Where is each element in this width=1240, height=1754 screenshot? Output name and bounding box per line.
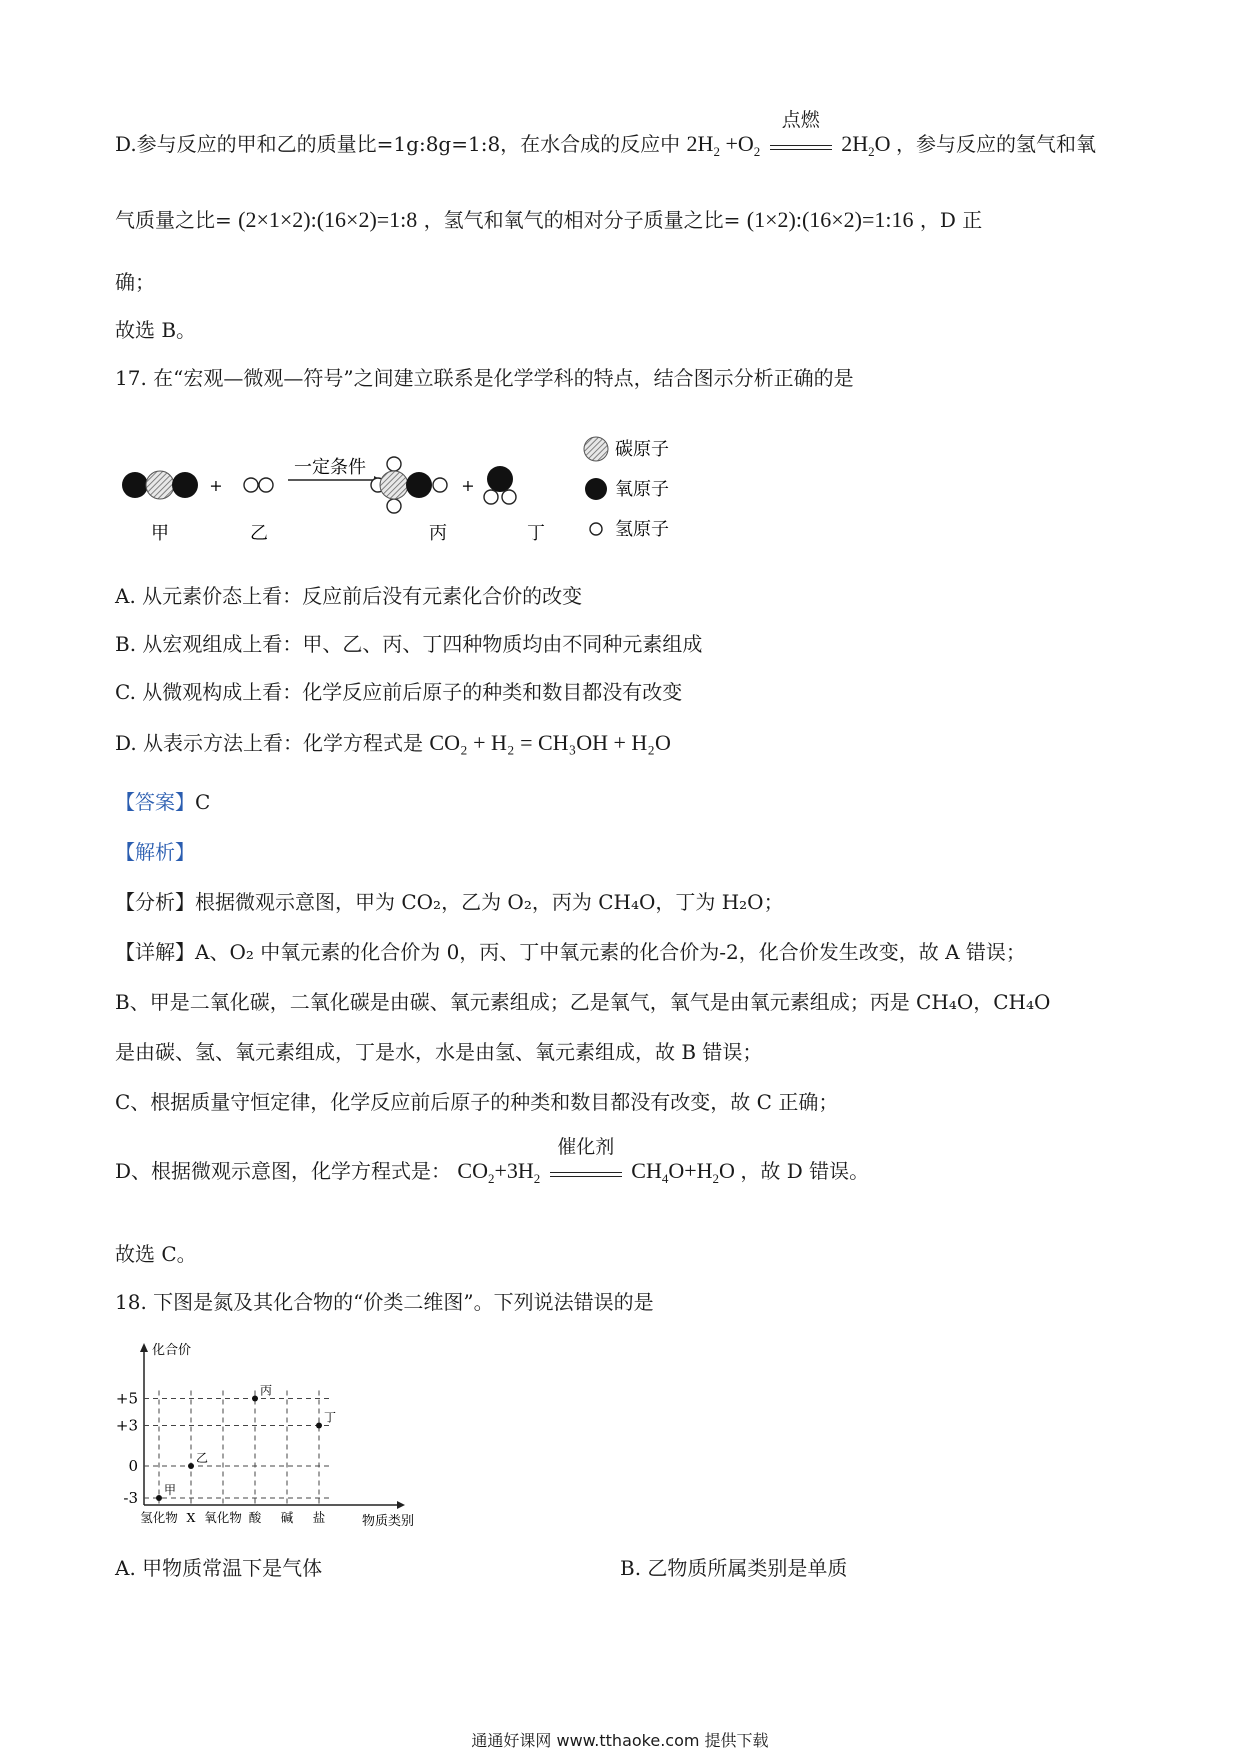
detail-b-1: B、甲是二氧化碳，二氧化碳是由碳、氧元素组成；乙是氧气，氧气是由氧元素组成；丙是 CH₄O，CH₄O xyxy=(115,990,1051,1014)
y-tick-label: 0 xyxy=(128,1457,138,1475)
d-text-6: 确； xyxy=(115,270,155,294)
q17-option-c: C. 从微观构成上看：化学反应前后原子的种类和数目都没有改变 xyxy=(115,680,683,704)
d-option-line1 xyxy=(115,109,1097,160)
condition-mark xyxy=(770,109,832,158)
eq-term: O+H xyxy=(668,1158,713,1183)
d-text-1: D.参与反应的甲和乙的质量比=1g:8g=1:8，在水合成的反应中 xyxy=(115,132,681,156)
d-text-2: ，参与反应的氢气和氧 xyxy=(896,132,1097,156)
x-axis-arrow xyxy=(397,1501,405,1509)
choose-b: 故选 B。 xyxy=(115,318,197,342)
detail-d xyxy=(115,1136,870,1187)
d-option-line2 xyxy=(115,207,982,233)
d-text-4: ，氢气和氧气的相对分子质量之比= xyxy=(423,208,741,232)
detail-d-suffix: ，故 D 错误。 xyxy=(740,1159,870,1183)
water-equation xyxy=(686,109,896,159)
data-point-label: 丁 xyxy=(324,1410,337,1425)
label-yi: 乙 xyxy=(250,523,268,544)
valence-class-chart xyxy=(112,1340,437,1540)
q18-option-a: A. 甲物质常温下是气体 xyxy=(115,1556,323,1580)
reaction-diagram xyxy=(118,425,688,550)
eq-sub: 2 xyxy=(868,144,875,159)
condition-mark xyxy=(550,1136,622,1185)
label-bing: 丙 xyxy=(429,523,447,544)
data-point-label: 甲 xyxy=(164,1483,177,1497)
y-axis-label: 化合价 xyxy=(152,1343,192,1358)
answer-value: C xyxy=(195,790,211,814)
question-18: 18. 下图是氮及其化合物的“价类二维图”。下列说法错误的是 xyxy=(115,1290,654,1314)
q17-option-d-equation: CO₂ + H₂ = CH₃OH + H₂O xyxy=(429,730,671,755)
eq-sub: 2 xyxy=(487,1171,495,1186)
data-point xyxy=(188,1463,194,1469)
x-tick-label: 氢化物 xyxy=(140,1510,178,1525)
eq-sub: 2 xyxy=(713,144,720,159)
y-tick-label: +5 xyxy=(115,1389,138,1408)
eq-sub: 2 xyxy=(753,144,761,159)
data-point xyxy=(316,1423,322,1429)
y-tick-label: -3 xyxy=(123,1489,138,1507)
eq-term: 2H xyxy=(841,131,869,156)
label-jia: 甲 xyxy=(151,523,169,544)
label-ding: 丁 xyxy=(527,523,545,544)
data-point xyxy=(156,1495,162,1501)
y-ticks xyxy=(116,1390,138,1508)
plus-sign: + xyxy=(461,476,475,495)
page-footer: 通通好课网 www.tthaoke.com 提供下载 xyxy=(471,1731,769,1750)
x-tick-label: 酸 xyxy=(248,1510,262,1525)
detail-a: 【详解】A、O₂ 中氧元素的化合价为 0，丙、丁中氧元素的化合价为-2，化合价发生改变，故 A 错误； xyxy=(115,940,1026,964)
analysis-text: 【分析】根据微观示意图，甲为 CO₂，乙为 O₂，丙为 CH₄O，丁为 H₂O； xyxy=(115,890,784,914)
x-ticks xyxy=(140,1510,326,1525)
x-tick-label: 氧化物 xyxy=(204,1510,242,1525)
data-point-label: 乙 xyxy=(196,1451,209,1465)
eq-term: O xyxy=(719,1158,735,1183)
legend-oxygen: 氧原子 xyxy=(615,479,669,500)
q17-option-b: B. 从宏观组成上看：甲、乙、丙、丁四种物质均由不同种元素组成 xyxy=(115,632,703,656)
detail-b-2: 是由碳、氢、氧元素组成，丁是水，水是由氢、氧元素组成，故 B 错误； xyxy=(115,1040,763,1064)
d-text-3: 气质量之比= xyxy=(115,208,232,232)
eq-sub: 4 xyxy=(661,1171,669,1186)
condition-text: 点燃 xyxy=(781,109,820,131)
analysis-tag: 【解析】 xyxy=(115,840,195,864)
plus-sign: + xyxy=(209,476,223,495)
x-tick-label: 盐 xyxy=(312,1510,326,1525)
q17-option-d xyxy=(115,730,671,756)
q17-option-a: A. 从元素价态上看：反应前后没有元素化合价的改变 xyxy=(115,584,583,608)
eq-term: O xyxy=(874,131,891,156)
legend-carbon: 碳原子 xyxy=(615,439,669,460)
q17-option-d-prefix: D. 从表示方法上看：化学方程式是 xyxy=(115,731,424,755)
y-tick-label: +3 xyxy=(115,1416,138,1435)
eq-sub: 2 xyxy=(712,1171,720,1186)
x-axis-label: 物质类别 xyxy=(362,1514,415,1529)
choose-c: 故选 C。 xyxy=(115,1242,197,1266)
catalyst-equation xyxy=(457,1136,740,1186)
eq-term: +3H xyxy=(494,1158,534,1183)
molecule-jia xyxy=(122,471,198,499)
eq-sub: 2 xyxy=(533,1171,541,1186)
question-17: 17. 在“宏观—微观—符号”之间建立联系是化学学科的特点，结合图示分析正确的是 xyxy=(115,366,854,390)
d-text-5: ，D 正 xyxy=(919,208,983,232)
q18-option-b: B. 乙物质所属类别是单质 xyxy=(620,1556,848,1580)
molecule-yi xyxy=(244,478,273,492)
condition-text: 催化剂 xyxy=(557,1136,615,1158)
eq-term: +O xyxy=(719,131,754,156)
answer-tag: 【答案】 xyxy=(115,790,195,814)
ratio-molecular: (1×2):(16×2)=1:16 xyxy=(746,207,914,232)
molecule-bing xyxy=(371,457,447,513)
eq-term: CO xyxy=(457,1158,488,1183)
ratio-mass: (2×1×2):(16×2)=1:8 xyxy=(238,207,418,232)
answer-line xyxy=(115,790,210,814)
legend-hydrogen: 氢原子 xyxy=(615,519,669,540)
data-point xyxy=(252,1396,258,1402)
data-points xyxy=(156,1384,336,1502)
detail-d-prefix: D、根据微观示意图，化学方程式是： xyxy=(115,1159,452,1183)
y-axis-arrow xyxy=(140,1343,148,1352)
legend xyxy=(584,437,669,540)
detail-c: C、根据质量守恒定律，化学反应前后原子的种类和数目都没有改变，故 C 正确； xyxy=(115,1090,839,1114)
data-point-label: 丙 xyxy=(260,1383,273,1398)
arrow-label: 一定条件 xyxy=(294,457,366,478)
eq-term: CH xyxy=(631,1158,662,1183)
x-tick-label: 碱 xyxy=(280,1510,294,1525)
eq-term: 2H xyxy=(686,131,714,156)
x-tick-label: X xyxy=(186,1510,196,1525)
molecule-ding xyxy=(484,466,516,504)
